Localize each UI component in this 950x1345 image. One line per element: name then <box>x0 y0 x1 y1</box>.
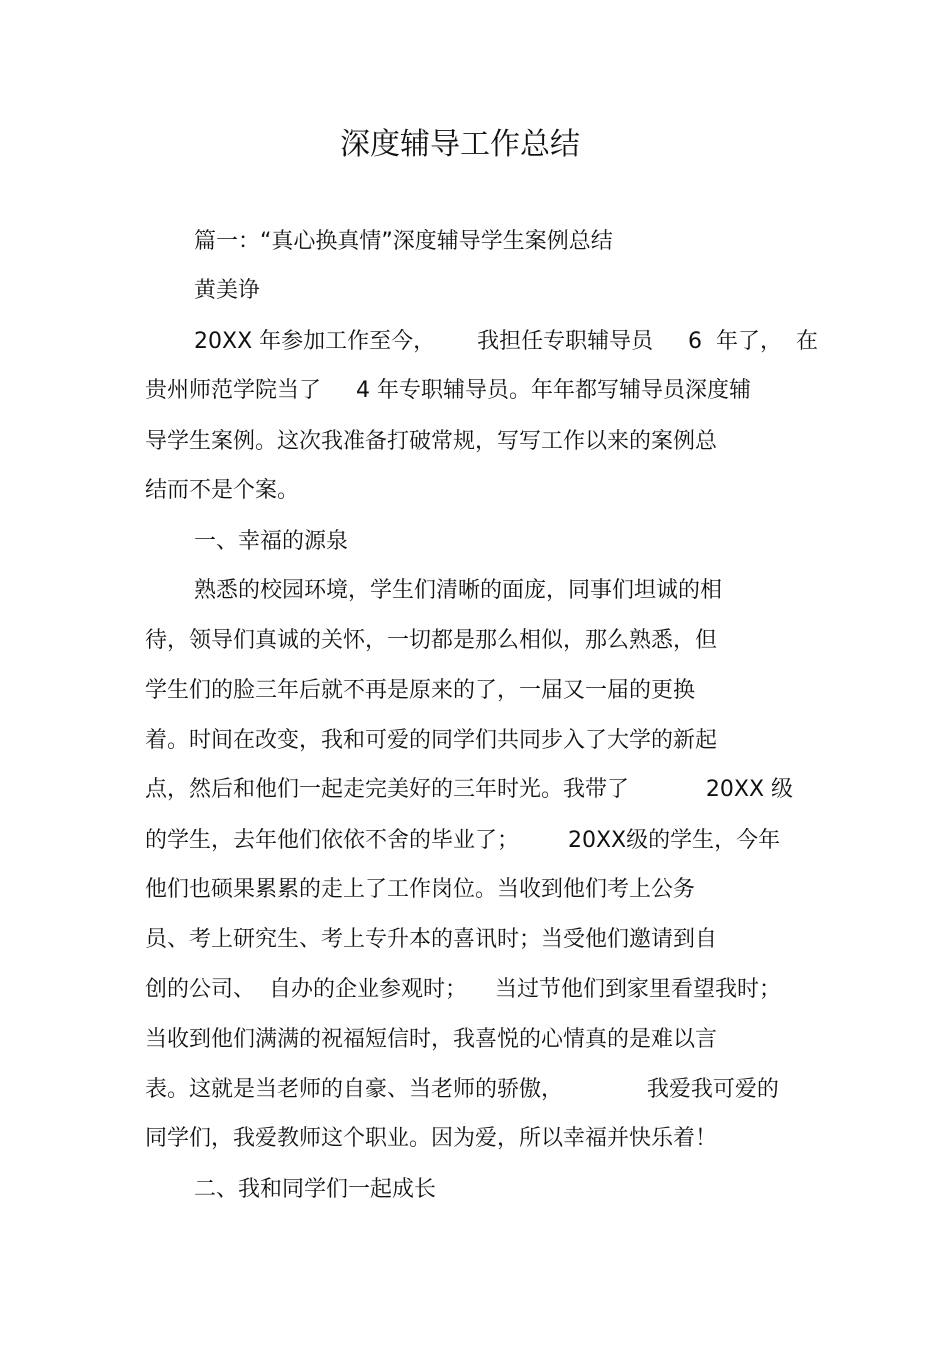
subsection-heading-1: 一、幸福的源泉 <box>194 529 349 554</box>
paragraph-line: 贵州师范学院当了 4 年专职辅导员。年年都写辅导员深度辅 <box>145 378 751 403</box>
paragraph-line: 学生们的脸三年后就不再是原来的了，一届又一届的更换 <box>145 678 696 703</box>
paragraph-line: 的学生，去年他们依依不舍的毕业了； 20XX级的学生，今年 <box>145 828 781 853</box>
paragraph-line: 结而不是个案。 <box>145 478 300 503</box>
paragraph-line: 点，然后和他们一起走完美好的三年时光。我带了 20XX 级 <box>145 777 794 802</box>
paragraph-line: 创的公司、 自办的企业参观时； 当过节他们到家里看望我时； <box>145 977 781 1002</box>
paragraph-line: 着。时间在改变，我和可爱的同学们共同步入了大学的新起 <box>145 728 718 753</box>
subsection-heading-2: 二、我和同学们一起成长 <box>194 1177 437 1202</box>
document-title: 深度辅导工作总结 <box>340 127 580 162</box>
paragraph-line: 表。这就是当老师的自豪、当老师的骄傲， 我爱我可爱的 <box>145 1077 779 1102</box>
section-heading-1: 篇一：“真心换真情”深度辅导学生案例总结 <box>194 229 613 254</box>
paragraph-line: 当收到他们满满的祝福短信时，我喜悦的心情真的是难以言 <box>145 1027 718 1052</box>
paragraph-line: 20XX 年参加工作至今， 我担任专职辅导员 6 年了， 在 <box>194 329 819 354</box>
paragraph-line: 同学们，我爱教师这个职业。因为爱，所以幸福并快乐着！ <box>145 1126 718 1151</box>
paragraph-line: 他们也硕果累累的走上了工作岗位。当收到他们考上公务 <box>145 877 696 902</box>
paragraph-line: 熟悉的校园环境，学生们清晰的面庞，同事们坦诚的相 <box>194 578 723 603</box>
paragraph-line: 待，领导们真诚的关怀，一切都是那么相似，那么熟悉，但 <box>145 628 718 653</box>
author-name: 黄美诤 <box>194 278 261 303</box>
paragraph-line: 导学生案例。这次我准备打破常规，写写工作以来的案例总 <box>145 429 718 454</box>
paragraph-line: 员、考上研究生、考上专升本的喜讯时；当受他们邀请到自 <box>145 927 718 952</box>
